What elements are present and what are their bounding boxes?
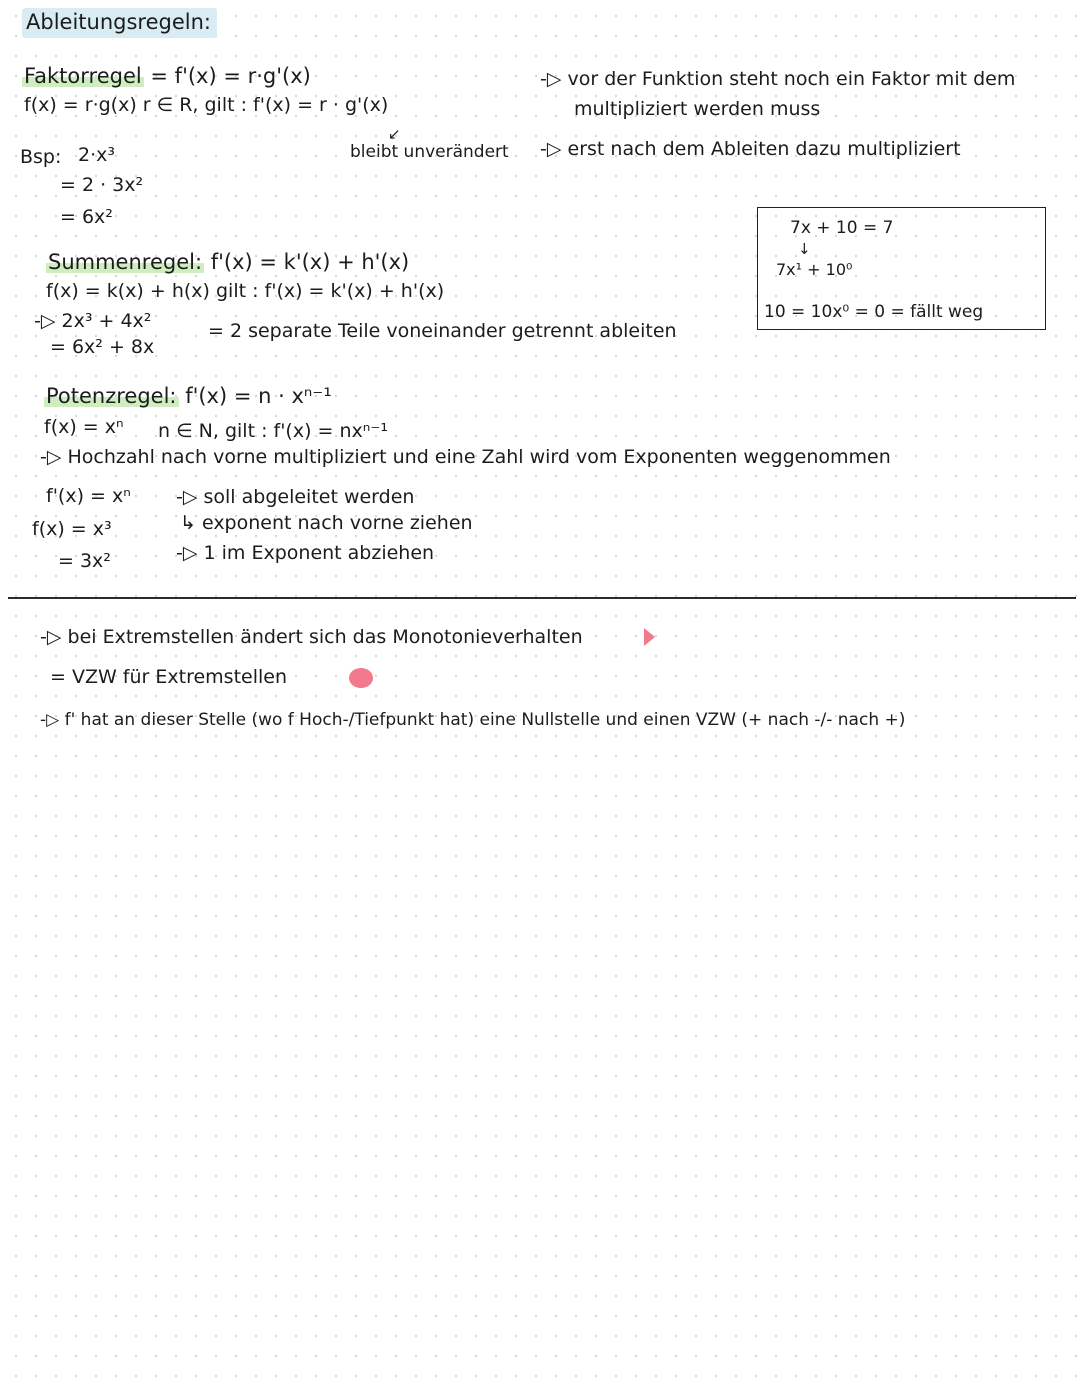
faktorregel-example-2: = 2 · 3x² [60,174,144,196]
extrem-line-1: -▷ bei Extremstellen ändert sich das Monotonieverhalten [40,626,583,648]
box-line-1: 7x + 10 = 7 [790,218,894,238]
pink-dot-marker-icon [349,668,373,688]
summenregel-definition: f(x) = k(x) + h(x) gilt : f'(x) = k'(x) + h'(x) [46,280,445,302]
faktorregel-annotation: bleibt unverändert [350,142,509,162]
section-divider [8,597,1076,599]
page-title [22,12,217,33]
potenzregel-step-c: ↳ exponent nach vorne ziehen [180,512,473,534]
title-text: Ableitungsregeln: [22,8,217,38]
box-arrow-icon: ↓ [798,240,811,258]
box-line-3: 10 = 10x⁰ = 0 = fällt weg [764,302,984,322]
extrem-line-2: = VZW für Extremstellen [50,666,287,688]
summenregel-example-1: -▷ 2x³ + 4x² [34,310,152,332]
faktorregel-heading [22,66,311,87]
faktorregel-definition: f(x) = r·g(x) r ∈ R, gilt : f'(x) = r · g'(x) [24,94,389,116]
potenzregel-definition-b: n ∈ N, gilt : f'(x) = nxⁿ⁻¹ [158,420,388,442]
extrem-line-3: -▷ f' hat an dieser Stelle (wo f Hoch-/Tiefpunkt hat) eine Nullstelle und einen VZW (+ nach -/- nach +) [40,710,906,730]
potenzregel-heading [44,386,332,407]
potenzregel-step-a: f'(x) = xⁿ [46,485,131,507]
box-line-2: 7x¹ + 10⁰ [776,260,853,279]
example-label: Bsp: [20,146,62,168]
annotation-arrow-icon: ↙ [388,125,401,143]
potenzregel-step-d: -▷ 1 im Exponent abziehen [176,542,435,564]
faktorregel-note-1a: -▷ vor der Funktion steht noch ein Faktor mit dem [540,68,1016,90]
potenzregel-definition-a: f(x) = xⁿ [44,416,124,438]
constant-rule-box [757,207,1046,330]
faktorregel-rule: = f'(x) = r·g'(x) [150,64,311,88]
pink-triangle-marker-icon [644,628,655,646]
faktorregel-example-1: 2·x³ [78,144,115,166]
faktorregel-note-1b: multipliziert werden muss [574,98,821,120]
summenregel-heading [46,252,409,273]
potenzregel-note: -▷ Hochzahl nach vorne multipliziert und eine Zahl wird vom Exponenten weggenommen [40,446,891,468]
faktorregel-example-3: = 6x² [60,206,113,228]
potenzregel-example-2: = 3x² [58,550,111,572]
summenregel-heading-text: Summenregel: [48,250,203,274]
faktorregel-note-2: -▷ erst nach dem Ableiten dazu multipliziert [540,138,961,160]
faktorregel-heading-text: Faktorregel [24,64,142,88]
summenregel-rule: f'(x) = k'(x) + h'(x) [210,250,410,274]
summenregel-note: = 2 separate Teile voneinander getrennt ableiten [208,320,677,342]
summenregel-example-2: = 6x² + 8x [50,336,155,358]
potenzregel-heading-text: Potenzregel: [46,384,177,408]
potenzregel-example-1: f(x) = x³ [32,518,112,540]
potenzregel-step-b: -▷ soll abgeleitet werden [176,486,415,508]
potenzregel-rule: f'(x) = n · xⁿ⁻¹ [185,384,332,408]
